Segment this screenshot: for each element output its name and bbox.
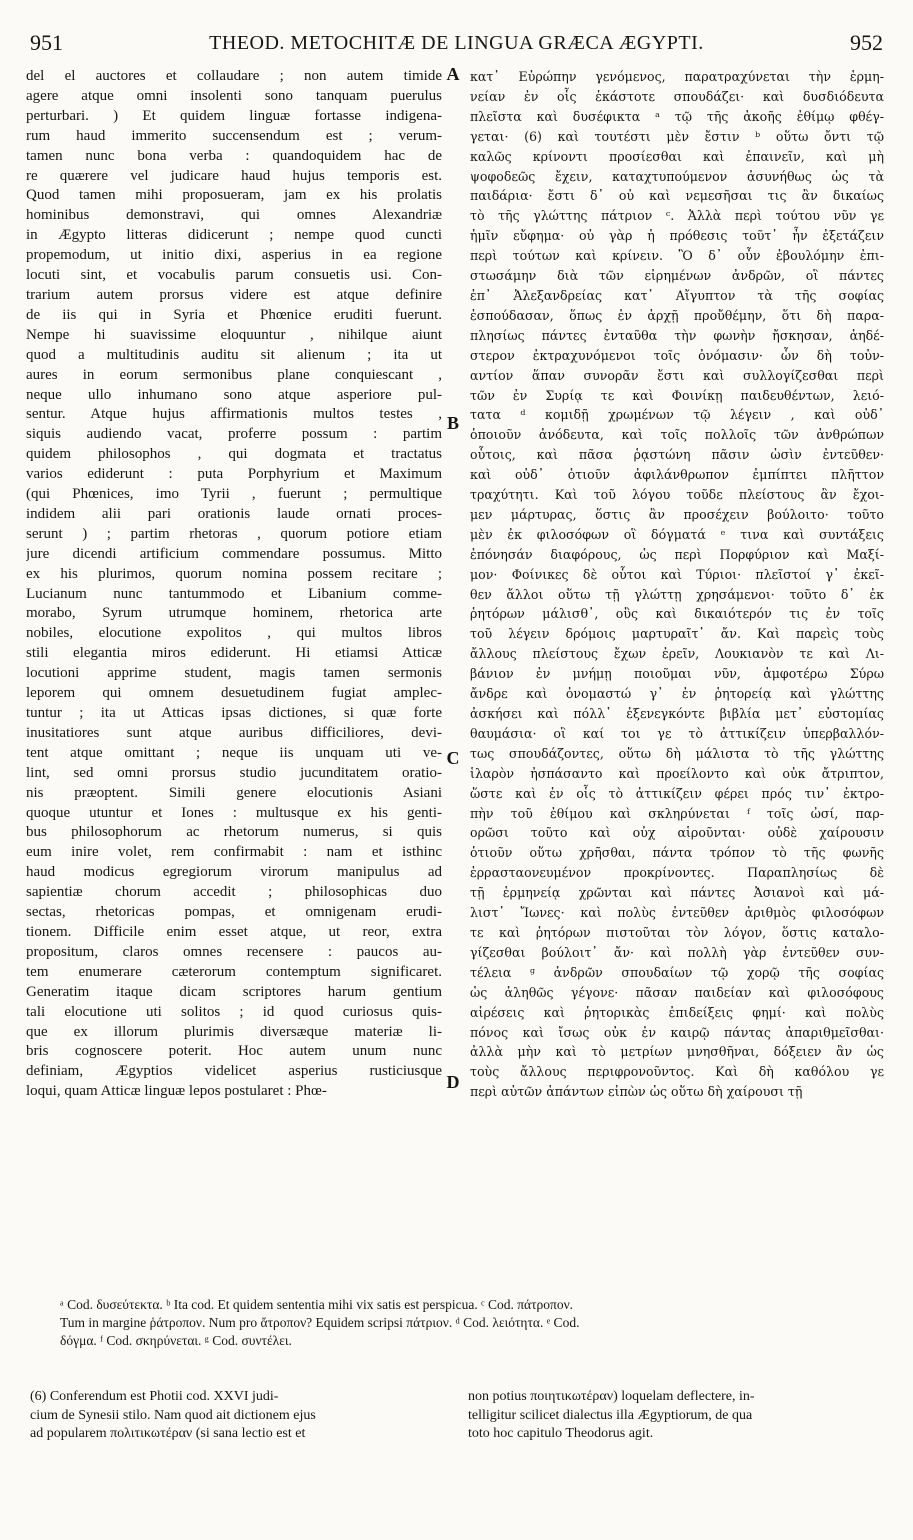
latin-text-line: propemodum, ut initio dixi, asperius in ea regione — [26, 247, 442, 264]
latin-text-line: varios ediderunt : puta Porphyrium et Maximum — [26, 466, 442, 483]
latin-column — [26, 67, 442, 1264]
greek-text-line: ὥστε καὶ ἐν οἷς τὸ ἀττικίζειν φέρει πρός τιν᾽ ἐκτρο- — [470, 785, 884, 801]
greek-text-line: τως σπουδάζοντες, οὕτω δὴ μάλιστα τὸ τῆς γλώττης — [470, 745, 884, 761]
latin-text-line: eum inire volet, rem confirmabit : nam et isthinc — [26, 844, 442, 861]
greek-text-line: ἀσκήσει καὶ πόλλ᾽ ἐξενεγκόντε βιβλία μετ᾽ εὐστομίας — [470, 706, 884, 721]
greek-text-line: τῇ ἑρμηνείᾳ χρῶνται καὶ πάντες Ἀσιανοὶ καὶ μά- — [470, 885, 884, 901]
latin-text-line: propositum, claros omnes recensere : paucos au- — [26, 943, 442, 960]
greek-text-line: περὶ αὐτῶν ἁπάντων εἰπὼν ὡς οὕτω δὴ χαίρουσι τῇ — [470, 1084, 803, 1100]
greek-text-line: τέλεια ᵍ ἀνδρῶν σπουδαίων τῷ χορῷ τῆς σοφίας — [470, 964, 884, 980]
note-line: ad popularem πολιτικωτέραν (si sana lectio est et — [30, 1426, 306, 1441]
greek-text-line: ὁποιοῦν ἀνόδευτα, καὶ τοῖς πολλοῖς τῶν ἀνθρώπων — [470, 427, 884, 443]
greek-text-line: πλεῖστα καὶ δυσέφικτα ᵃ τῷ τῆς ἀκοῆς ἐθίμῳ φθέγ- — [470, 108, 884, 124]
latin-text-line: ex his plurimos, quorum nomina possem recitare ; — [26, 565, 442, 582]
greek-text-line: αντίον ἅπαν συνορᾶν ἔστι καὶ συλλογίζεσθαι περὶ — [470, 367, 884, 383]
latin-text-line: que ex illorum plurimis diversæque materiæ li- — [26, 1023, 442, 1040]
running-title: THEOD. METOCHITÆ DE LINGUA GRÆCA ÆGYPTI. — [209, 32, 704, 54]
latin-text-line: serunt ) ; partim rhetoras , quorum potiore etiam — [26, 525, 442, 542]
greek-text-line: βάνιον ἐν μνήμῃ ποιοῦμαι νῦν, ἀμφοτέρω Σύρω — [470, 666, 884, 682]
greek-text-line: ορῶσι τοῦτο καὶ οὐχ αἱροῦνται· οὐδὲ χαίρουσιν — [470, 825, 884, 841]
greek-text-line: πὴν τοῦ ἐθίμου καὶ σκληρύνεται ᶠ τοῖς ὠσί, παρ- — [470, 805, 884, 821]
latin-text-line: (qui Phœnices, imo Tyrii , fuerunt ; permultique — [26, 486, 442, 503]
greek-text-line: περὶ τούτων καὶ κρίνειν. Ὃ δ᾽ οὖν ἐβουλόμην ἐπι- — [470, 248, 884, 264]
latin-text-line: sectas, rhetoricas pompas, et omnigenam erudi- — [26, 904, 442, 921]
note-6-left — [30, 1388, 440, 1444]
latin-text-line: indidem alii pari orationis laude ornati proces- — [26, 505, 442, 522]
footnote-line: δόγμα. ᶠ Cod. σκηρύνεται. ᵍ Cod. συντέλει. — [60, 1333, 292, 1348]
greek-text-line: μὲν ἐκ φιλοσόφων οἳ δόγματά ᵉ τινα καὶ συντάξεις — [470, 526, 884, 542]
latin-text-line: tionem. Difficile enim esset atque, ut reor, extra — [26, 923, 442, 940]
latin-text-line: de iis qui in Syria et Phœnice eruditi fuerunt. — [26, 306, 442, 323]
footnote-line: Tum in margine ῥάτροπον. Num pro ἄτροπον? Equidem scripsi πάτριον. ᵈ Cod. λειότητα. ᵉ Cod. — [60, 1315, 580, 1330]
greek-text-line: μεν μάρτυρας, ὅστις ἂν προσέχειν βούλοιτο· τοῦτο — [470, 506, 884, 522]
greek-text-line: ἄνδρε καὶ ὀνομαστώ γ᾽ ἐν ῥητορείᾳ καὶ γλώττης — [470, 686, 884, 702]
latin-text-line: tamen nunc bona verba : quandoquidem hac de — [26, 147, 442, 164]
latin-text-line: aures in eorum sermonibus plane conquiescant , — [26, 366, 442, 383]
latin-text-line: haud modicus egregiorum virorum manipulus ad — [26, 864, 442, 881]
latin-text-line: hominibus demonstravi, qui omnes Alexandriæ — [26, 207, 442, 224]
latin-text-line: rum haud immerito succensendum est ; verum- — [26, 127, 442, 144]
greek-text-line: ἐπ᾽ Ἀλεξανδρείας κατ᾽ Αἴγυπτον τὰ τῆς σοφίας — [470, 287, 884, 303]
greek-text-line: θεν ἄλλοι οὕτω τῇ γλώττῃ χρησάμενοι· τοῦτο δ᾽ ἐκ — [470, 586, 884, 602]
latin-text-line: del el auctores et collaudare ; non autem timide — [26, 68, 442, 84]
latin-text-line: leporem qui omnem desuetudinem fugiat amplec- — [26, 685, 442, 702]
latin-text-line: locuti sint, et vocabulis parum consuetis usi. Con- — [26, 267, 442, 284]
greek-text-line: πόνος καὶ ἴσως οὐκ ἐν καιρῷ πάντας ἀπαριθμεῖσθαι· — [470, 1024, 884, 1040]
greek-text-line: ἡμῖν εὔφημα· οὐ γὰρ ἡ πρόθεσις τοῦτ᾽ ἦν ἐξετάζειν — [470, 228, 884, 244]
latin-text-line: stili elegantia miros ediderunt. Hi etiamsi Atticæ — [26, 645, 442, 662]
greek-text-line: ὡς ἀληθῶς γέγονε· πᾶσαν παιδείαν καὶ φιλοσόφους — [470, 984, 884, 1000]
latin-text-line: morabo, Syrum utrumque hominem, rhetorica arte — [26, 605, 442, 622]
latin-text-line: Nempe hi suavissime eloquuntur , nihilque aiunt — [26, 326, 442, 343]
latin-text-line: bus philosophorum ac rhetorum numerus, si quis — [26, 824, 442, 841]
section-marker-a: A — [446, 64, 460, 84]
greek-text-line: λιστ᾽ Ἴωνες· καὶ πολὺς ἐντεῦθεν ἀριθμὸς φιλοσόφων — [470, 905, 884, 921]
greek-text-line: στερον ἐκτραχυνόμενοι τοῖς ὀνόμασιν· ὧν δὴ τοὐν- — [470, 347, 884, 363]
greek-text-line: αἱρέσεις καὶ ῥητορικὰς ἐπιδείξεις φημί· καὶ πολὺς — [470, 1004, 884, 1020]
note-line: telligitur scilicet dialectus illa Ægyptiorum, de qua — [468, 1407, 753, 1423]
latin-text-line: re quærere vel judicare haud hujus temporis est. — [26, 167, 442, 184]
section-marker-c: C — [446, 748, 460, 768]
greek-text-line: στωσάμην διὰ τῶν εἰρημένων ἀνδρῶν, οἳ πάντες — [470, 268, 884, 284]
latin-text-line: agere atque omni insolenti sono tanquam puerulus — [26, 87, 442, 104]
greek-text-line: γεται· (6) καὶ τουτέστι μὲν ἔστιν ᵇ οὕτω ὄντι τῷ — [470, 128, 884, 144]
greek-text-line: ἄλλους πλείστους ἔχων ἐρεῖν, Λουκιανὸν τε καὶ Λι- — [470, 646, 884, 662]
latin-text-line: tent atque omittant ; neque iis unquam uti ve- — [26, 744, 442, 761]
greek-text-line: τὸ τῆς γλώττης πάτριον ᶜ. Ἀλλὰ περὶ τούτου νῦν γε — [470, 208, 884, 224]
latin-text-line: tuntur ; ita ut Atticas ipsas dictiones, si quæ forte — [26, 705, 442, 721]
latin-text-line: definiam, Ægyptios videlicet asperius rusticiusque — [26, 1063, 442, 1080]
greek-text-line: ὁτιοῦν οὕτω χρῆσθαι, πάντα τρόπον τὸ τῆς φωνῆς — [470, 845, 884, 861]
greek-column — [470, 67, 884, 1264]
latin-text-line: quod a multitudinis auditu sit alienum ; ita ut — [26, 346, 442, 363]
latin-text-line: nobiles, elocutione expolitos , qui multos libros — [26, 625, 442, 642]
greek-text-line: ἐπόνησάν διαφόρους, ὡς περὶ Πορφύριον καὶ Μαξί- — [470, 546, 884, 562]
greek-text-line: ἱλαρὸν ἠσπάσαντο καὶ προείλοντο καὶ οὐκ ἄτριπτον, — [470, 765, 884, 781]
latin-text-line: jure dicendi artificium commendare possumus. Mitto — [26, 545, 442, 562]
greek-text-line: καὶ οὐδ᾽ ὁτιοῦν ἀφιλάνθρωπον ἐμπίπτει πλῆττον — [470, 467, 884, 483]
note-line: toto hoc capitulo Theodorus agit. — [468, 1426, 654, 1441]
greek-text-line: τε καὶ ῥητόρων πιστοῦται τὸν λόγον, ὅστις καταλο- — [470, 924, 884, 940]
latin-text-line: sentur. Atque hujus affirmationis multos testes , — [26, 406, 442, 423]
latin-text-line: sapientiæ chorum accedit ; philosophicas duo — [26, 884, 442, 901]
greek-text-line: πλησίως πάντες ἐνταῦθα τὴν φωνὴν ἤσκησαν, ἀηδέ- — [470, 327, 884, 343]
greek-text-line: νείαν ἐν οἷς ἑκάστοτε σπουδάζει· καὶ δυσδιόδευτα — [470, 88, 884, 104]
latin-text-line: quidem philosophos , qui dogmata et tractatus — [26, 446, 442, 463]
page-number-right: 952 — [850, 30, 883, 55]
latin-text-line: tali elocutione uti solitos ; id quod curiosus quis- — [26, 1003, 442, 1020]
note-6-right — [468, 1388, 878, 1444]
greek-text-line: κατ᾽ Εὐρώπην γενόμενος, παρατραχύνεται τὴν ἑρμη- — [470, 69, 884, 84]
section-marker-d: D — [446, 1072, 460, 1092]
latin-text-line: neque ullo inhumano sono atque asperiore pul- — [26, 386, 442, 403]
latin-text-line: bris cognoscere poterit. Hoc autem unum nunc — [26, 1043, 442, 1060]
greek-text-line: παιδάρια· ἔστι δ᾽ οὐ καὶ νεμεσῆσαι τις ἂν δικαίως — [470, 188, 884, 204]
latin-text-line: locutioni apprime student, magis tamen sermonis — [26, 665, 442, 682]
greek-text-line: ῥητόρων μάλισθ᾽, οὓς καὶ δικαιότερόν τις ἐν τοῖς — [470, 606, 884, 622]
latin-text-line: Generatim itaque dicam scriptores harum gentium — [26, 983, 442, 1000]
latin-text-line: Quod tamen mihi proposueram, jam ex his prolatis — [26, 187, 442, 204]
latin-text-line: in Ægypto litteras didicerunt ; nempe quod cuncti — [26, 227, 442, 244]
footnotes — [60, 1296, 880, 1350]
footnote-line: ᵃ Cod. δυσεύτεκτα. ᵇ Ita cod. Et quidem sententia mihi vix satis est perspicua. ᶜ Cod. πάτροπον. — [60, 1297, 574, 1312]
latin-text-line: quoque utuntur et Iones : multusque ex his genti- — [26, 804, 442, 821]
greek-text-line: ἐρρασταονευμένον προκρίνοντες. Παραπλησίως δὲ — [470, 865, 884, 881]
latin-text-line: nis præoptent. Simili genere elocutionis Asiani — [26, 784, 442, 801]
latin-text-line: loqui, quam Atticæ linguæ lepos postularet : Phœ- — [26, 1083, 327, 1100]
note-line: (6) Conferendum est Photii cod. XXVI judi- — [30, 1389, 279, 1404]
latin-text-line: siquis audiendo vacat, proferre possum : partim — [26, 426, 442, 443]
greek-text-line: τοῦ λέγειν δρόμοις μαρτυραῖτ᾽ ἄν. Καὶ παρεὶς τοὺς — [470, 626, 884, 642]
greek-text-line: τοὺς ἄλλους περιφρονοῦντος. Καὶ δὴ καθόλου γε — [470, 1064, 884, 1080]
note-line: cium de Synesii stilo. Nam quod ait dictionem ejus — [30, 1407, 316, 1423]
latin-text-line: lint, sed omni prorsus studio jucunditatem oratio- — [26, 764, 442, 781]
greek-text-line: θαυμάσια· οἳ καί τοι γε τὸ ἀττικίζειν ὑπερβαλλόν- — [470, 725, 884, 741]
greek-text-line: τραχύτητι. Καὶ τοῦ λόγου τοῦδε πλείστους ἂν ἔχοι- — [470, 487, 884, 503]
greek-text-line: ἐσπούδασαν, ὅπως ἐν ἀρχῇ προὔθέμην, ὅτι δὴ παρα- — [470, 307, 884, 323]
page-number-left: 951 — [30, 30, 63, 55]
latin-text-line: inusitatiores sunt atque auribus difficiliores, devi- — [26, 724, 442, 741]
latin-text-line: Lucianum nunc tantummodo et Libanium comme- — [26, 585, 442, 602]
greek-text-line: οὗτοις, καὶ πᾶσα ῥᾳστώνη πᾶσιν ὠσὶν ἐντεῦθεν· — [470, 447, 884, 463]
running-header — [30, 30, 883, 60]
section-marker-b: B — [446, 413, 459, 433]
latin-text-line: tem enumerare cæterorum contemptum significaret. — [26, 963, 442, 980]
greek-text-line: τῶν ἐν Συρίᾳ τε καὶ Φοινίκῃ παιδευθέντων, λειό- — [470, 387, 884, 403]
greek-text-line: μον· Φοίνικες δὲ οὗτοι καὶ Τύριοι· πλεῖστοί γ᾽ ἐκεῖ- — [470, 566, 884, 582]
note-line: non potius ποιητικωτέραν) loquelam deflectere, in- — [468, 1389, 755, 1404]
greek-text-line: ἀλλὰ μὴν καὶ τὸ μετρίων μνησθῆναι, δόξειεν ἂν ὡς — [470, 1044, 884, 1060]
latin-text-line: trarium autem prorsus videre est atque definire — [26, 286, 442, 303]
latin-text-line: perturbari. ) Et quidem linguæ fortasse indigena- — [26, 107, 442, 124]
greek-text-line: καλῶς κρίνοντι προσίεσθαι καὶ ἐπαινεῖν, καὶ μὴ — [470, 148, 884, 164]
greek-text-line: τατα ᵈ κομιδῇ χρωμένων τῷ λέγειν , καὶ οὐδ᾽ — [470, 407, 884, 423]
greek-text-line: ψοφοδεῶς ἔχειν, καταχτυπούμενον ἀσυνήθως ὡς τὰ — [470, 168, 884, 184]
greek-text-line: γίζεσθαι βούλοιτ᾽ ἄν· καὶ πολλὴ γὰρ ἐντεῦθεν συν- — [470, 944, 884, 960]
